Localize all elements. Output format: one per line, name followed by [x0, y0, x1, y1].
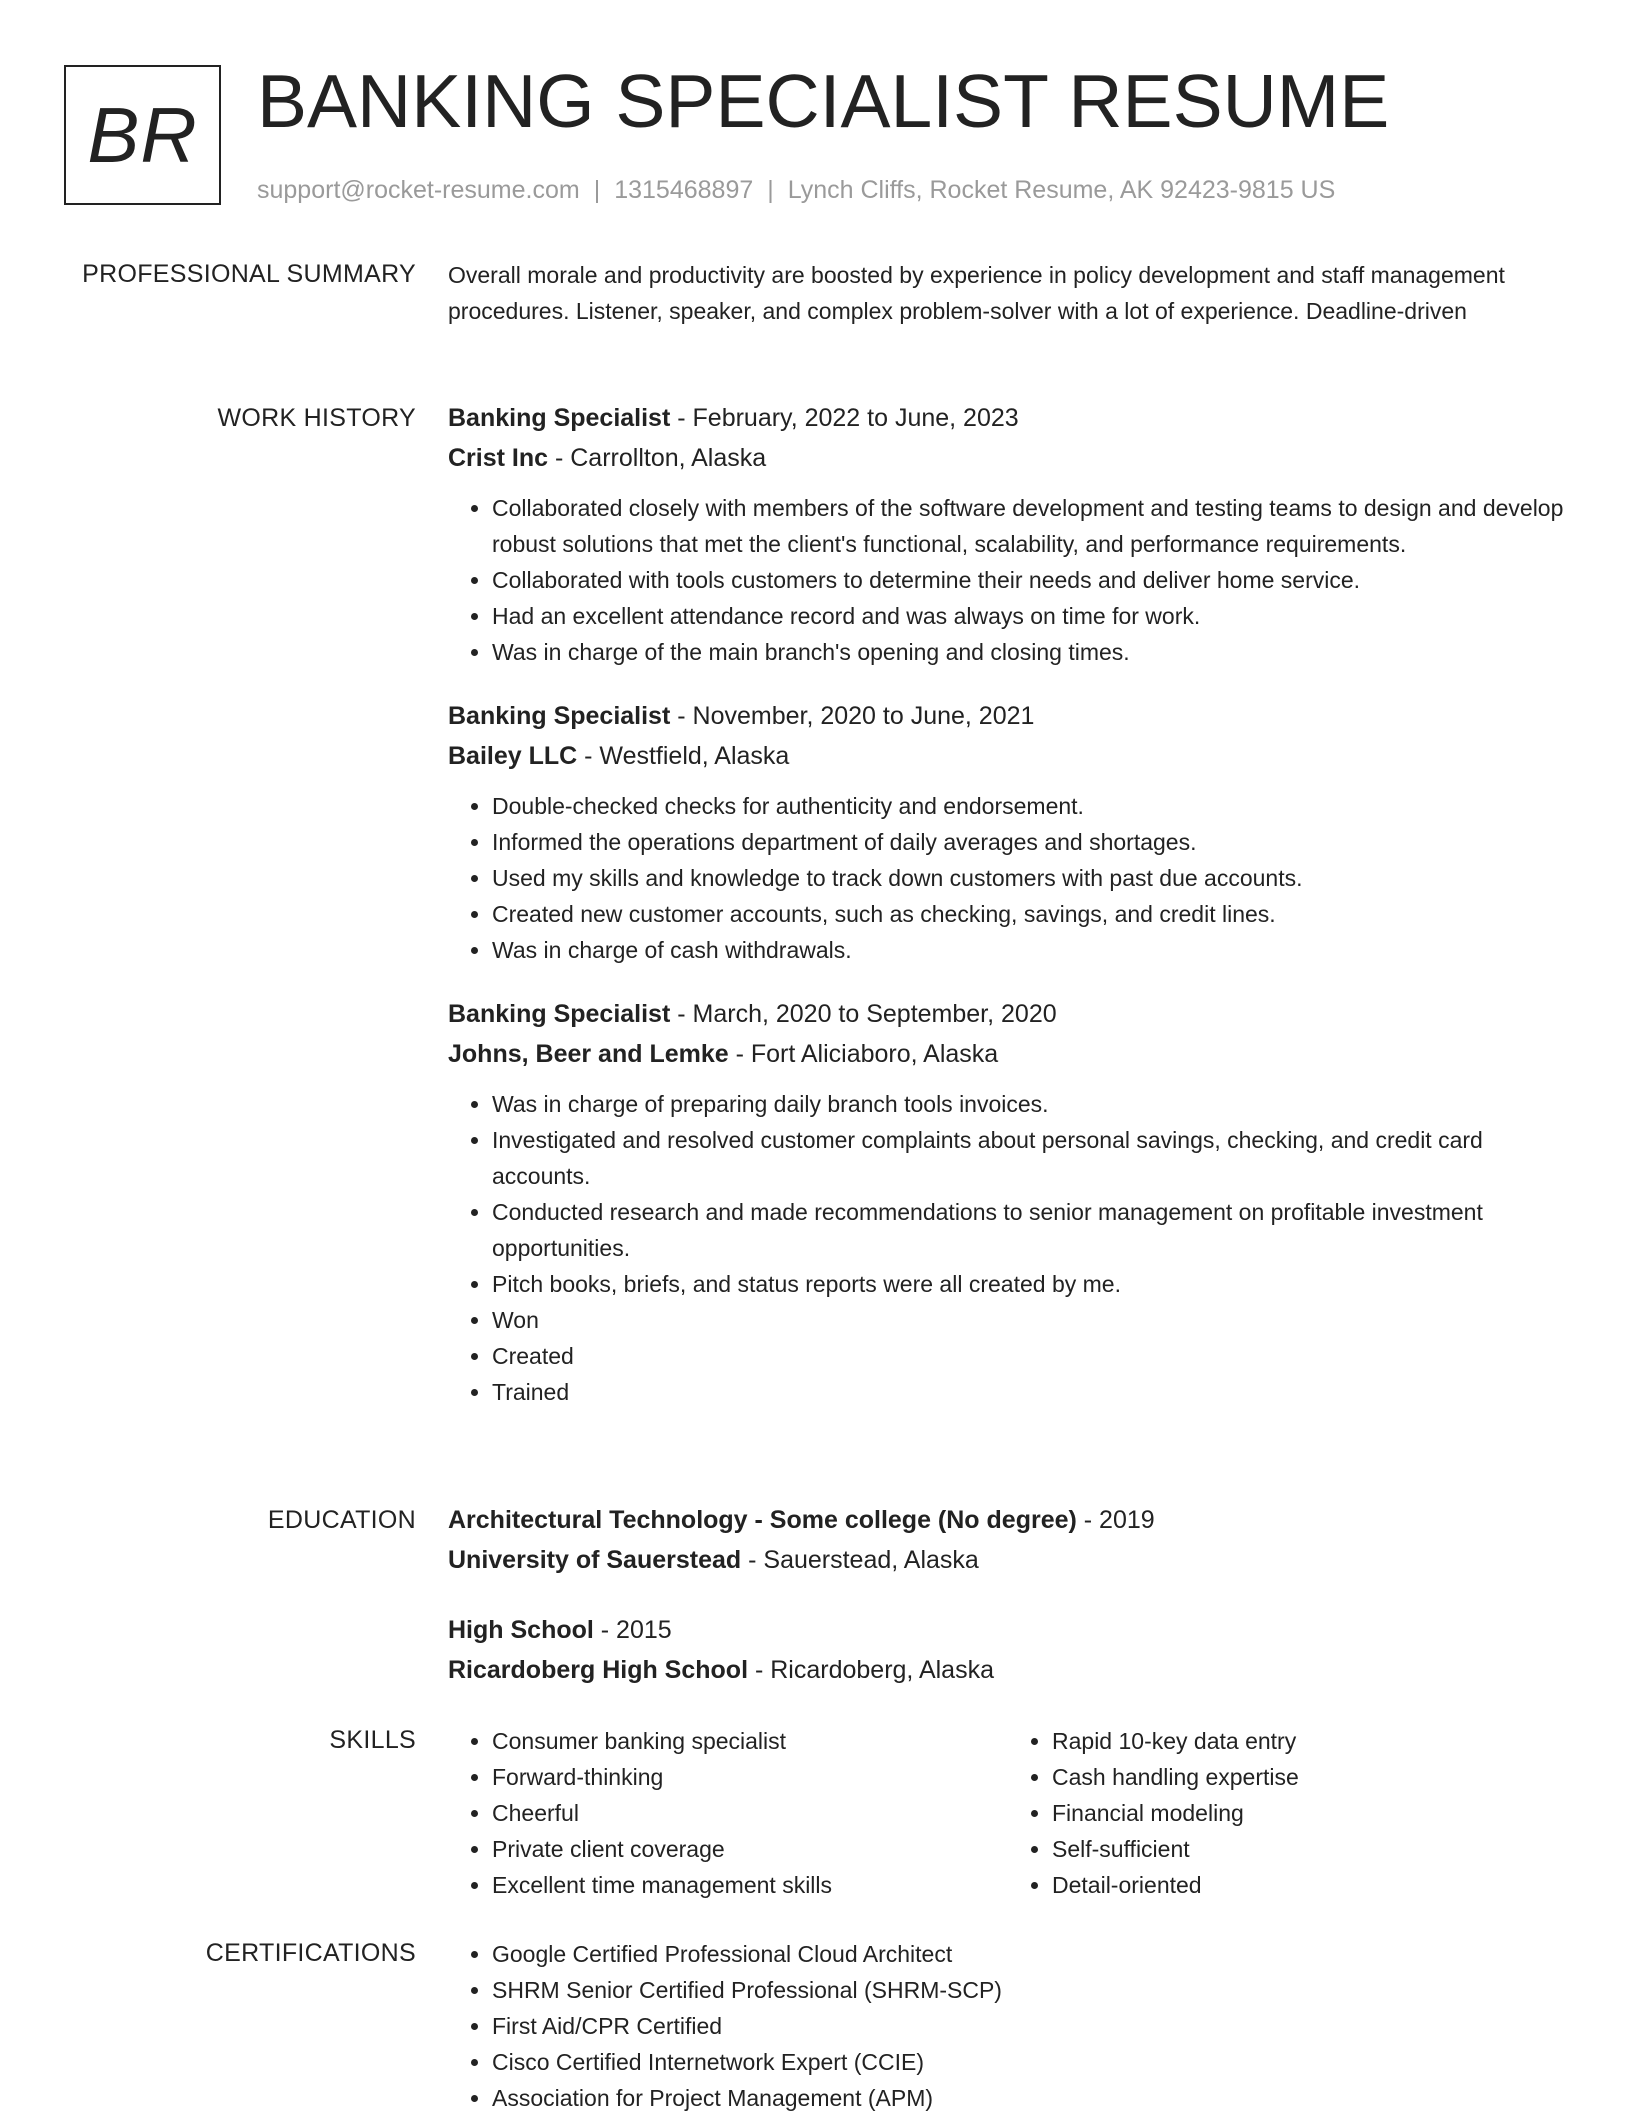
job-entry [448, 696, 1568, 968]
certification-item: • Cisco Certified Internetwork Expert (CCIE) [492, 2044, 1568, 2080]
job-bullet: • Investigated and resolved customer complaints about personal savings, checking, and credit card accounts. [492, 1122, 1568, 1194]
skill-item: • Cash handling expertise [1052, 1759, 1568, 1795]
education-degree-line [448, 1500, 1568, 1540]
job-title-line [448, 994, 1568, 1034]
job-entry [448, 398, 1568, 670]
education-entry [448, 1500, 1568, 1580]
job-title-line [448, 696, 1568, 736]
skills-list-right [1008, 1723, 1568, 1903]
skill-item: • Forward-thinking [492, 1759, 1008, 1795]
job-location: - Westfield, Alaska [577, 742, 790, 770]
job-bullet: • Trained [492, 1374, 1568, 1410]
education-year: - 2015 [593, 1616, 672, 1644]
job-title-line [448, 398, 1568, 438]
job-location: - Carrollton, Alaska [548, 444, 767, 472]
job-bullet: • Was in charge of the main branch's opening and closing times. [492, 634, 1568, 670]
job-bullet: • Created [492, 1338, 1568, 1374]
education-entry [448, 1610, 1568, 1690]
contact-separator: | [767, 176, 774, 204]
certification-item: • First Aid/CPR Certified [492, 2008, 1568, 2044]
job-bullet: • Collaborated with tools customers to determine their needs and deliver home service. [492, 562, 1568, 598]
job-company-line [448, 1034, 1568, 1074]
summary-text: Overall morale and productivity are boosted by experience in policy development and staff management procedures. Listener, speaker, and complex problem-solver with a lot of experience. Deadline-driven [448, 262, 1505, 324]
job-dates: - November, 2020 to June, 2021 [670, 702, 1035, 730]
skill-item: • Detail-oriented [1052, 1867, 1568, 1903]
education-location: - Ricardoberg, Alaska [748, 1656, 994, 1684]
job-bullets [448, 1086, 1568, 1410]
job-dates: - March, 2020 to September, 2020 [670, 1000, 1057, 1028]
skill-item: • Rapid 10-key data entry [1052, 1723, 1568, 1759]
skills-list-left [448, 1723, 1008, 1903]
education-heading: EDUCATION [267, 1506, 416, 1534]
job-bullet: • Had an excellent attendance record and was always on time for work. [492, 598, 1568, 634]
education-degree-line [448, 1610, 1568, 1650]
job-role: Banking Specialist [448, 404, 671, 432]
education-degree: High School [448, 1616, 594, 1644]
job-bullet: • Created new customer accounts, such as checking, savings, and credit lines. [492, 896, 1568, 932]
job-bullet: • Double-checked checks for authenticity and endorsement. [492, 788, 1568, 824]
skill-item: • Consumer banking specialist [492, 1723, 1008, 1759]
skills-heading: SKILLS [329, 1726, 416, 1754]
education-degree: Architectural Technology - Some college (No degree) [448, 1506, 1077, 1534]
skills-columns [448, 1723, 1568, 1903]
contact-line [257, 175, 1335, 205]
skill-item: • Cheerful [492, 1795, 1008, 1831]
contact-email: support@rocket-resume.com [257, 176, 580, 204]
job-bullets [448, 490, 1568, 670]
contact-address: Lynch Cliffs, Rocket Resume, AK 92423-9815 US [787, 176, 1336, 204]
skill-item: • Excellent time management skills [492, 1867, 1008, 1903]
job-bullet: • Collaborated closely with members of the software development and testing teams to design and develop robust solutions that met the client's functional, scalability, and performance requirements. [492, 490, 1568, 562]
education-location: - Sauerstead, Alaska [741, 1546, 979, 1574]
job-location: - Fort Aliciaboro, Alaska [728, 1040, 999, 1068]
job-bullet: • Informed the operations department of daily averages and shortages. [492, 824, 1568, 860]
summary-heading: PROFESSIONAL SUMMARY [82, 260, 416, 288]
skill-item: • Private client coverage [492, 1831, 1008, 1867]
job-role: Banking Specialist [448, 702, 671, 730]
job-role: Banking Specialist [448, 1000, 671, 1028]
certifications-heading: CERTIFICATIONS [205, 1939, 416, 1967]
monogram-initials: BR [87, 90, 198, 179]
certification-item: • Association for Project Management (APM) [492, 2080, 1568, 2116]
work-history-heading: WORK HISTORY [217, 404, 416, 432]
resume-title: BANKING SPECIALIST RESUME [257, 59, 1390, 143]
job-bullet: • Was in charge of cash withdrawals. [492, 932, 1568, 968]
certifications-list [448, 1936, 1568, 2116]
contact-separator: | [593, 176, 601, 204]
certification-item: • Google Certified Professional Cloud Architect [492, 1936, 1568, 1972]
job-company: Bailey LLC [448, 742, 578, 770]
skill-item: • Financial modeling [1052, 1795, 1568, 1831]
job-bullet: • Conducted research and made recommendations to senior management on profitable investment opportunities. [492, 1194, 1568, 1266]
job-bullet: • Pitch books, briefs, and status reports were all created by me. [492, 1266, 1568, 1302]
job-bullet: • Was in charge of preparing daily branch tools invoices. [492, 1086, 1568, 1122]
certification-item: • SHRM Senior Certified Professional (SHRM-SCP) [492, 1972, 1568, 2008]
job-bullet: • Won [492, 1302, 1568, 1338]
job-bullet: • Used my skills and knowledge to track down customers with past due accounts. [492, 860, 1568, 896]
education-year: - 2019 [1076, 1506, 1155, 1534]
job-company-line [448, 438, 1568, 478]
job-company: Johns, Beer and Lemke [448, 1040, 729, 1068]
monogram-box [64, 65, 221, 205]
education-school-line [448, 1650, 1568, 1690]
job-entry [448, 994, 1568, 1410]
education-school-line [448, 1540, 1568, 1580]
job-dates: - February, 2022 to June, 2023 [670, 404, 1019, 432]
job-company-line [448, 736, 1568, 776]
education-school: Ricardoberg High School [448, 1656, 749, 1684]
job-company: Crist Inc [448, 444, 549, 472]
skill-item: • Self-sufficient [1052, 1831, 1568, 1867]
job-bullets [448, 788, 1568, 968]
contact-phone: 1315468897 [614, 176, 754, 204]
education-school: University of Sauerstead [448, 1546, 742, 1574]
